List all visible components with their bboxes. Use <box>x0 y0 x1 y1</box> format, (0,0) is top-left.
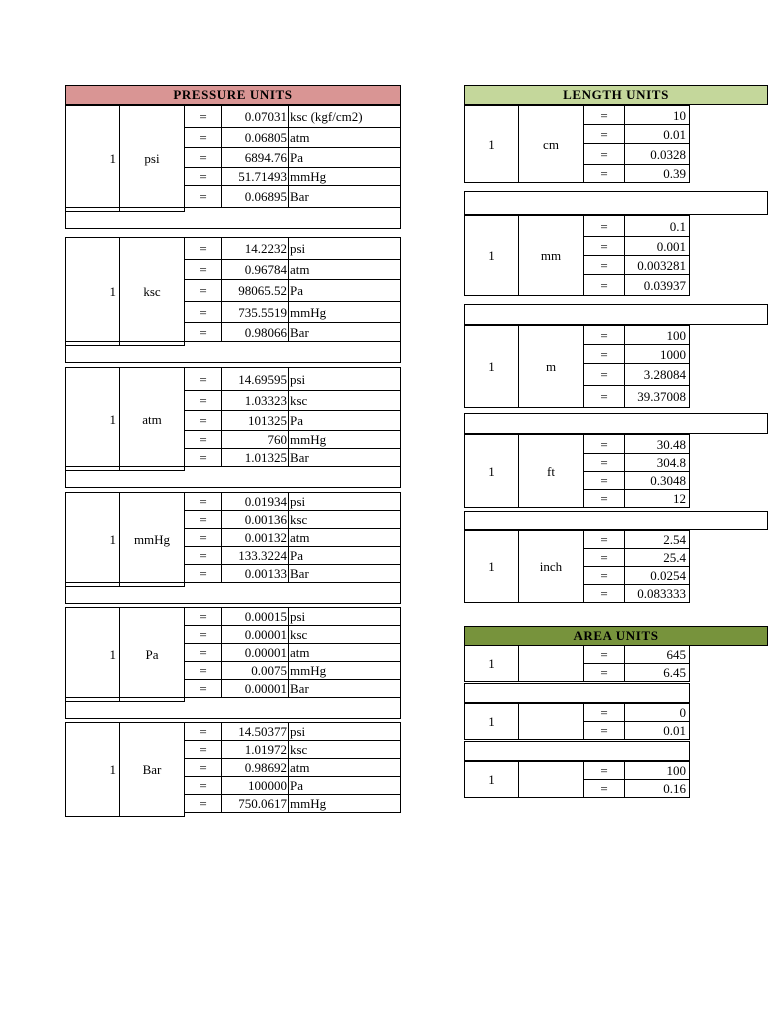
pressure-value-cell: 0.98692 <box>221 758 289 777</box>
pressure-value-cell: 0.06805 <box>221 127 289 148</box>
length-units-header: LENGTH UNITS <box>464 85 768 105</box>
pressure-unit-name-cell: Bar <box>288 448 401 467</box>
pressure-unit-name-cell: atm <box>288 127 401 148</box>
equals-cell: = <box>583 434 625 454</box>
equals-cell: = <box>583 721 625 740</box>
pressure-value-cell: 14.50377 <box>221 722 289 741</box>
equals-cell: = <box>583 566 625 585</box>
area-one-cell: 1 <box>464 645 519 682</box>
length-one-cell: 1 <box>464 530 519 603</box>
pressure-unit-name-cell: mmHg <box>288 167 401 186</box>
pressure-spacer-row <box>65 697 401 719</box>
length-value-cell: 39.37008 <box>624 385 690 408</box>
length-value-cell: 30.48 <box>624 434 690 454</box>
pressure-unit-name-cell: atm <box>288 643 401 662</box>
equals-cell: = <box>184 259 222 280</box>
equals-cell: = <box>583 236 625 256</box>
length-unit-cell: mm <box>518 215 584 296</box>
pressure-value-cell: 0.00136 <box>221 510 289 529</box>
pressure-unit-name-cell: Bar <box>288 679 401 698</box>
pressure-value-cell: 750.0617 <box>221 794 289 813</box>
area-spacer-row <box>464 683 690 703</box>
pressure-value-cell: 0.98066 <box>221 322 289 342</box>
length-value-cell: 25.4 <box>624 548 690 567</box>
equals-cell: = <box>583 215 625 237</box>
pressure-unit-name-cell: psi <box>288 237 401 260</box>
pressure-one-cell: 1 <box>65 237 120 346</box>
equals-cell: = <box>184 237 222 260</box>
equals-cell: = <box>583 363 625 386</box>
equals-cell: = <box>583 344 625 364</box>
pressure-unit-name-cell: Bar <box>288 564 401 583</box>
pressure-unit-cell: ksc <box>119 237 185 346</box>
equals-cell: = <box>184 448 222 467</box>
length-value-cell: 0.39 <box>624 164 690 183</box>
pressure-value-cell: 0.00132 <box>221 528 289 547</box>
pressure-one-cell: 1 <box>65 722 120 817</box>
pressure-unit-name-cell: atm <box>288 259 401 280</box>
pressure-unit-name-cell: Bar <box>288 322 401 342</box>
pressure-unit-cell: atm <box>119 367 185 471</box>
equals-cell: = <box>184 776 222 795</box>
equals-cell: = <box>583 489 625 508</box>
length-value-cell: 3.28084 <box>624 363 690 386</box>
length-unit-cell: m <box>518 325 584 408</box>
pressure-value-cell: 100000 <box>221 776 289 795</box>
length-one-cell: 1 <box>464 325 519 408</box>
pressure-unit-name-cell: ksc <box>288 740 401 759</box>
pressure-unit-name-cell: mmHg <box>288 661 401 680</box>
equals-cell: = <box>583 385 625 408</box>
equals-cell: = <box>184 492 222 511</box>
pressure-value-cell: 1.01972 <box>221 740 289 759</box>
pressure-unit-name-cell: mmHg <box>288 301 401 323</box>
pressure-value-cell: 0.00001 <box>221 679 289 698</box>
length-unit-cell: ft <box>518 434 584 508</box>
pressure-value-cell: 1.03323 <box>221 390 289 411</box>
equals-cell: = <box>583 124 625 144</box>
pressure-value-cell: 6894.76 <box>221 147 289 168</box>
equals-cell: = <box>583 143 625 165</box>
pressure-unit-cell: psi <box>119 105 185 212</box>
equals-cell: = <box>184 279 222 302</box>
equals-cell: = <box>184 105 222 128</box>
length-value-cell: 2.54 <box>624 530 690 549</box>
pressure-one-cell: 1 <box>65 607 120 702</box>
pressure-one-cell: 1 <box>65 105 120 212</box>
length-one-cell: 1 <box>464 215 519 296</box>
pressure-unit-name-cell: mmHg <box>288 430 401 449</box>
pressure-spacer-row <box>65 582 401 604</box>
length-one-cell: 1 <box>464 105 519 183</box>
equals-cell: = <box>583 325 625 345</box>
length-value-cell: 0.083333 <box>624 584 690 603</box>
equals-cell: = <box>583 761 625 780</box>
equals-cell: = <box>583 703 625 722</box>
pressure-unit-name-cell: atm <box>288 528 401 547</box>
length-unit-cell: inch <box>518 530 584 603</box>
length-value-cell: 0.003281 <box>624 255 690 275</box>
equals-cell: = <box>184 722 222 741</box>
length-value-cell: 1000 <box>624 344 690 364</box>
pressure-value-cell: 0.01934 <box>221 492 289 511</box>
pressure-spacer-row <box>65 466 401 488</box>
equals-cell: = <box>184 661 222 680</box>
area-one-cell: 1 <box>464 761 519 798</box>
equals-cell: = <box>583 645 625 664</box>
equals-cell: = <box>583 548 625 567</box>
pressure-value-cell: 14.2232 <box>221 237 289 260</box>
area-spacer-row <box>464 741 690 761</box>
length-unit-cell: cm <box>518 105 584 183</box>
pressure-unit-cell: mmHg <box>119 492 185 587</box>
pressure-value-cell: 0.96784 <box>221 259 289 280</box>
pressure-unit-name-cell: ksc <box>288 625 401 644</box>
equals-cell: = <box>583 663 625 682</box>
equals-cell: = <box>184 510 222 529</box>
area-unit-cell <box>518 645 584 682</box>
area-value-cell: 645 <box>624 645 690 664</box>
pressure-unit-cell: Pa <box>119 607 185 702</box>
pressure-value-cell: 1.01325 <box>221 448 289 467</box>
equals-cell: = <box>184 564 222 583</box>
length-spacer-row <box>464 413 768 434</box>
pressure-value-cell: 0.00015 <box>221 607 289 626</box>
pressure-value-cell: 133.3224 <box>221 546 289 565</box>
equals-cell: = <box>583 164 625 183</box>
length-value-cell: 0.0328 <box>624 143 690 165</box>
length-value-cell: 10 <box>624 105 690 125</box>
equals-cell: = <box>583 255 625 275</box>
pressure-unit-name-cell: ksc <box>288 510 401 529</box>
area-value-cell: 100 <box>624 761 690 780</box>
equals-cell: = <box>184 322 222 342</box>
area-one-cell: 1 <box>464 703 519 740</box>
pressure-unit-name-cell: psi <box>288 722 401 741</box>
equals-cell: = <box>184 758 222 777</box>
pressure-unit-name-cell: Pa <box>288 546 401 565</box>
length-value-cell: 0.001 <box>624 236 690 256</box>
length-value-cell: 12 <box>624 489 690 508</box>
length-value-cell: 0.1 <box>624 215 690 237</box>
pressure-value-cell: 0.07031 <box>221 105 289 128</box>
pressure-spacer-row <box>65 207 401 229</box>
length-spacer-row <box>464 191 768 215</box>
equals-cell: = <box>583 530 625 549</box>
pressure-unit-name-cell: atm <box>288 758 401 777</box>
pressure-unit-name-cell: mmHg <box>288 794 401 813</box>
equals-cell: = <box>184 546 222 565</box>
pressure-value-cell: 0.00001 <box>221 625 289 644</box>
pressure-value-cell: 0.00133 <box>221 564 289 583</box>
length-value-cell: 304.8 <box>624 453 690 472</box>
equals-cell: = <box>184 679 222 698</box>
pressure-unit-name-cell: Pa <box>288 279 401 302</box>
equals-cell: = <box>184 430 222 449</box>
equals-cell: = <box>184 625 222 644</box>
equals-cell: = <box>184 740 222 759</box>
equals-cell: = <box>184 167 222 186</box>
area-value-cell: 0.01 <box>624 721 690 740</box>
equals-cell: = <box>583 779 625 798</box>
pressure-value-cell: 0.00001 <box>221 643 289 662</box>
pressure-unit-name-cell: Bar <box>288 185 401 208</box>
equals-cell: = <box>184 301 222 323</box>
pressure-unit-name-cell: Pa <box>288 147 401 168</box>
pressure-spacer-row <box>65 341 401 363</box>
pressure-value-cell: 51.71493 <box>221 167 289 186</box>
equals-cell: = <box>184 127 222 148</box>
equals-cell: = <box>583 471 625 490</box>
length-value-cell: 0.3048 <box>624 471 690 490</box>
pressure-unit-name-cell: ksc (kgf/cm2) <box>288 105 401 128</box>
equals-cell: = <box>184 607 222 626</box>
pressure-unit-name-cell: psi <box>288 492 401 511</box>
length-value-cell: 0.03937 <box>624 274 690 296</box>
equals-cell: = <box>583 274 625 296</box>
pressure-value-cell: 0.06895 <box>221 185 289 208</box>
pressure-unit-cell: Bar <box>119 722 185 817</box>
equals-cell: = <box>184 147 222 168</box>
length-value-cell: 0.01 <box>624 124 690 144</box>
equals-cell: = <box>184 185 222 208</box>
pressure-unit-name-cell: psi <box>288 607 401 626</box>
length-value-cell: 100 <box>624 325 690 345</box>
pressure-unit-name-cell: Pa <box>288 776 401 795</box>
equals-cell: = <box>583 453 625 472</box>
length-spacer-row <box>464 304 768 325</box>
pressure-value-cell: 14.69595 <box>221 367 289 391</box>
equals-cell: = <box>184 410 222 431</box>
equals-cell: = <box>583 105 625 125</box>
pressure-value-cell: 101325 <box>221 410 289 431</box>
equals-cell: = <box>184 643 222 662</box>
area-value-cell: 0.16 <box>624 779 690 798</box>
area-unit-cell <box>518 761 584 798</box>
area-unit-cell <box>518 703 584 740</box>
equals-cell: = <box>184 367 222 391</box>
equals-cell: = <box>184 390 222 411</box>
pressure-one-cell: 1 <box>65 367 120 471</box>
pressure-value-cell: 0.0075 <box>221 661 289 680</box>
length-spacer-row <box>464 511 768 530</box>
pressure-value-cell: 735.5519 <box>221 301 289 323</box>
area-value-cell: 6.45 <box>624 663 690 682</box>
pressure-unit-name-cell: Pa <box>288 410 401 431</box>
equals-cell: = <box>184 528 222 547</box>
length-value-cell: 0.0254 <box>624 566 690 585</box>
pressure-value-cell: 98065.52 <box>221 279 289 302</box>
equals-cell: = <box>583 584 625 603</box>
area-units-header: AREA UNITS <box>464 626 768 646</box>
area-value-cell: 0 <box>624 703 690 722</box>
pressure-unit-name-cell: psi <box>288 367 401 391</box>
pressure-unit-name-cell: ksc <box>288 390 401 411</box>
length-one-cell: 1 <box>464 434 519 508</box>
pressure-value-cell: 760 <box>221 430 289 449</box>
pressure-one-cell: 1 <box>65 492 120 587</box>
equals-cell: = <box>184 794 222 813</box>
pressure-units-header: PRESSURE UNITS <box>65 85 401 105</box>
